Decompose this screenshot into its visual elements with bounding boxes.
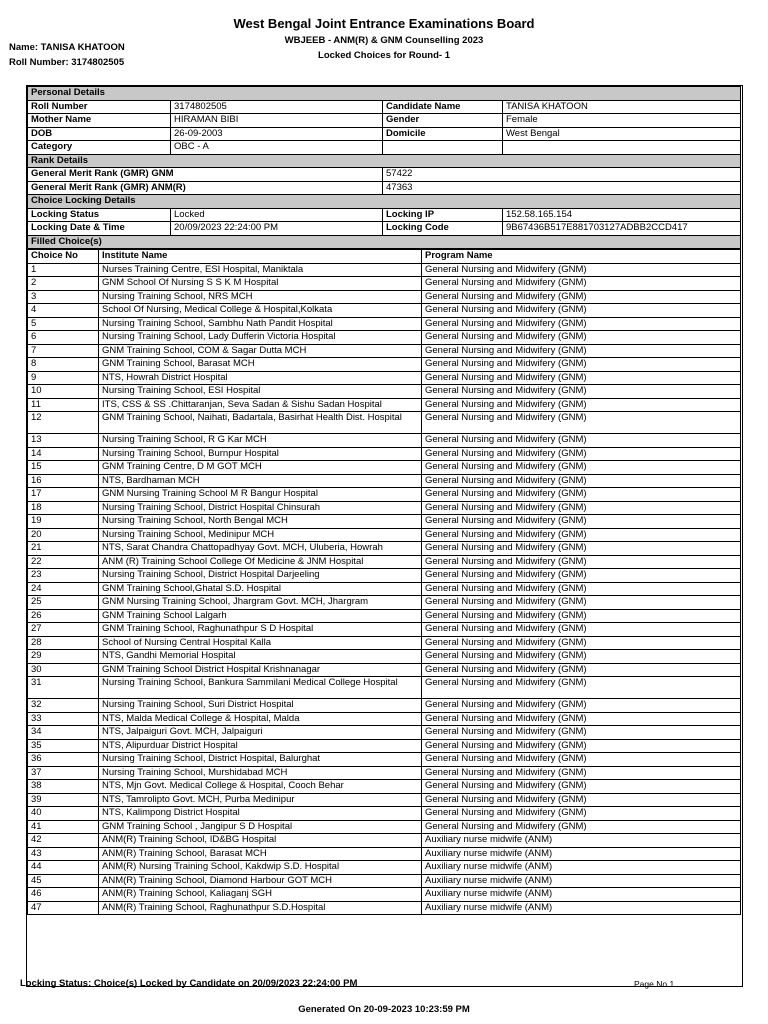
table-row [28, 677, 741, 699]
choice-no-cell: 21 [28, 542, 99, 556]
table-row [28, 623, 741, 637]
choices-body [28, 263, 741, 915]
institute-name-cell: Nursing Training School, Suri District Hospital [99, 699, 422, 713]
choice-no-cell: 27 [28, 623, 99, 637]
personal-row [28, 100, 741, 114]
choice-no-cell: 47 [28, 901, 99, 915]
domicile-label: Domicile [383, 127, 503, 141]
program-name-cell: General Nursing and Midwifery (GNM) [422, 447, 741, 461]
program-name-cell: General Nursing and Midwifery (GNM) [422, 542, 741, 556]
table-row [28, 515, 741, 529]
table-row [28, 753, 741, 767]
table-row [28, 555, 741, 569]
category-value: OBC - A [171, 141, 383, 155]
choice-no-cell: 32 [28, 699, 99, 713]
program-name-cell: Auxiliary nurse midwife (ANM) [422, 888, 741, 902]
rank-row [28, 181, 741, 195]
choice-no-cell: 18 [28, 501, 99, 515]
program-name-cell: General Nursing and Midwifery (GNM) [422, 623, 741, 637]
choice-no-cell: 11 [28, 398, 99, 412]
section-title: Personal Details [28, 87, 741, 101]
choice-no-cell: 12 [28, 412, 99, 434]
gmr-anm-label: General Merit Rank (GMR) ANM(R) [28, 181, 383, 195]
institute-name-cell: ANM(R) Training School, Diamond Harbour GOT MCH [99, 874, 422, 888]
table-row [28, 474, 741, 488]
program-name-cell: General Nursing and Midwifery (GNM) [422, 780, 741, 794]
program-name-cell: General Nursing and Midwifery (GNM) [422, 304, 741, 318]
program-name-cell: General Nursing and Midwifery (GNM) [422, 726, 741, 740]
program-name-cell: General Nursing and Midwifery (GNM) [422, 766, 741, 780]
gender-value: Female [503, 114, 741, 128]
locking-status-label [28, 208, 171, 222]
institute-name-cell: GNM Training School District Hospital Krishnanagar [99, 663, 422, 677]
program-name-cell: General Nursing and Midwifery (GNM) [422, 555, 741, 569]
institute-name-cell: GNM Training School, Barasat MCH [99, 358, 422, 372]
program-name-cell: General Nursing and Midwifery (GNM) [422, 501, 741, 515]
table-row [28, 317, 741, 331]
institute-name-cell: ANM(R) Training School, Raghunathpur S.D.Hospital [99, 901, 422, 915]
col-choice-no: Choice No [28, 250, 99, 264]
institute-name-cell: GNM Nursing Training School, Jhargram Govt. MCH, Jhargram [99, 596, 422, 610]
category-label: Category [28, 141, 171, 155]
col-program-name: Program Name [422, 250, 741, 264]
choice-no-cell: 14 [28, 447, 99, 461]
choice-no-cell: 29 [28, 650, 99, 664]
document-subtitle: WBJEEB - ANM(R) & GNM Counselling 2023 [284, 35, 484, 46]
empty-cell [383, 141, 503, 155]
institute-name-cell: Nursing Training School, District Hospital Darjeeling [99, 569, 422, 583]
table-row [28, 726, 741, 740]
table-row [28, 901, 741, 915]
choice-no-cell: 37 [28, 766, 99, 780]
table-row [28, 874, 741, 888]
gmr-anm-value: 47363 [383, 181, 741, 195]
program-name-cell: General Nursing and Midwifery (GNM) [422, 385, 741, 399]
table-row [28, 834, 741, 848]
institute-name-cell: School of Nursing Central Hospital Kalla [99, 636, 422, 650]
choice-no-cell: 6 [28, 331, 99, 345]
institute-name-cell: GNM Nursing Training School M R Bangur Hospital [99, 488, 422, 502]
choice-no-cell: 23 [28, 569, 99, 583]
table-row [28, 385, 741, 399]
program-name-cell: General Nursing and Midwifery (GNM) [422, 636, 741, 650]
program-name-cell: General Nursing and Midwifery (GNM) [422, 412, 741, 434]
choices-table [27, 249, 741, 915]
document-round-title: Locked Choices for Round- 1 [318, 50, 450, 61]
program-name-cell: General Nursing and Midwifery (GNM) [422, 699, 741, 713]
section-filled-choices [28, 235, 741, 249]
table-row [28, 820, 741, 834]
locking-ip-value: 152.58.165.154 [503, 208, 741, 222]
table-row [28, 888, 741, 902]
table-row [28, 766, 741, 780]
institute-name-cell: School Of Nursing, Medical College & Hospital,Kolkata [99, 304, 422, 318]
table-row [28, 663, 741, 677]
program-name-cell: General Nursing and Midwifery (GNM) [422, 515, 741, 529]
institute-name-cell: Nursing Training School, District Hospital, Balurghat [99, 753, 422, 767]
locking-date-label: Locking Date & Time [28, 222, 171, 236]
institute-name-cell: Nursing Training School, Medinipur MCH [99, 528, 422, 542]
table-row [28, 277, 741, 291]
program-name-cell: General Nursing and Midwifery (GNM) [422, 596, 741, 610]
table-row [28, 861, 741, 875]
locking-code-value: 9B67436B517E881703127ADBB2CCD417 [503, 222, 741, 236]
choices-header-row [28, 250, 741, 264]
locking-row [28, 222, 741, 236]
choice-no-cell: 30 [28, 663, 99, 677]
section-title: Choice Locking Details [28, 195, 741, 209]
institute-name-cell: GNM Training School, Naihati, Badartala, Basirhat Health Dist. Hospital [99, 412, 422, 434]
top-candidate-name: Name: TANISA KHATOON [9, 42, 125, 53]
institute-name-cell: Nurses Training Centre, ESI Hospital, Maniktala [99, 263, 422, 277]
choice-no-cell: 1 [28, 263, 99, 277]
table-row [28, 712, 741, 726]
institute-name-cell: ANM(R) Nursing Training School, Kakdwip S.D. Hospital [99, 861, 422, 875]
rank-row [28, 168, 741, 182]
candidate-name-value: TANISA KHATOON [503, 100, 741, 114]
candidate-name-label: Candidate Name [383, 100, 503, 114]
table-row [28, 528, 741, 542]
table-row [28, 412, 741, 434]
choice-no-cell: 44 [28, 861, 99, 875]
program-name-cell: Auxiliary nurse midwife (ANM) [422, 874, 741, 888]
table-row [28, 596, 741, 610]
institute-name-cell: Nursing Training School, Murshidabad MCH [99, 766, 422, 780]
roll-label: Roll Number [28, 100, 171, 114]
institute-name-cell: NTS, Gandhi Memorial Hospital [99, 650, 422, 664]
document-title: West Bengal Joint Entrance Examinations Board [233, 16, 535, 31]
locking-code-label: Locking Code [383, 222, 503, 236]
program-name-cell: General Nursing and Midwifery (GNM) [422, 344, 741, 358]
table-row [28, 358, 741, 372]
locking-date-value: 20/09/2023 22:24:00 PM [171, 222, 383, 236]
institute-name-cell: ANM(R) Training School, Barasat MCH [99, 847, 422, 861]
choice-no-cell: 9 [28, 371, 99, 385]
locking-ip-label: Locking IP [383, 208, 503, 222]
institute-name-cell: ANM(R) Training School, Kaliaganj SGH [99, 888, 422, 902]
program-name-cell: General Nursing and Midwifery (GNM) [422, 528, 741, 542]
program-name-cell: General Nursing and Midwifery (GNM) [422, 582, 741, 596]
table-row [28, 501, 741, 515]
table-row [28, 434, 741, 448]
program-name-cell: General Nursing and Midwifery (GNM) [422, 474, 741, 488]
personal-row [28, 127, 741, 141]
choice-no-cell: 33 [28, 712, 99, 726]
table-row [28, 582, 741, 596]
mother-name-value: HIRAMAN BIBI [171, 114, 383, 128]
locking-row [28, 208, 741, 222]
institute-name-cell: NTS, Tamrolipto Govt. MCH, Purba Medinipur [99, 793, 422, 807]
institute-name-cell: GNM Training School,Ghatal S.D. Hospital [99, 582, 422, 596]
institute-name-cell: NTS, Jalpaiguri Govt. MCH, Jalpaiguri [99, 726, 422, 740]
program-name-cell: General Nursing and Midwifery (GNM) [422, 820, 741, 834]
empty-cell [503, 141, 741, 155]
choice-no-cell: 31 [28, 677, 99, 699]
program-name-cell: General Nursing and Midwifery (GNM) [422, 712, 741, 726]
choice-no-cell: 8 [28, 358, 99, 372]
choice-no-cell: 40 [28, 807, 99, 821]
mother-name-label: Mother Name [28, 114, 171, 128]
choice-no-cell: 2 [28, 277, 99, 291]
choice-no-cell: 46 [28, 888, 99, 902]
table-row [28, 609, 741, 623]
institute-name-cell: ITS, CSS & SS .Chittaranjan, Seva Sadan & Sishu Sadan Hospital [99, 398, 422, 412]
footer-locking-status: Locking Status: Choice(s) Locked by Candidate on 20/09/2023 22:24:00 PM [20, 978, 358, 989]
choice-no-cell: 39 [28, 793, 99, 807]
institute-name-cell: ANM (R) Training School College Of Medicine & JNM Hospital [99, 555, 422, 569]
section-choice-locking [28, 195, 741, 209]
program-name-cell: General Nursing and Midwifery (GNM) [422, 277, 741, 291]
gmr-gnm-label: General Merit Rank (GMR) GNM [28, 168, 383, 182]
institute-name-cell: Nursing Training School, Lady Dufferin Victoria Hospital [99, 331, 422, 345]
program-name-cell: Auxiliary nurse midwife (ANM) [422, 834, 741, 848]
program-name-cell: General Nursing and Midwifery (GNM) [422, 488, 741, 502]
program-name-cell: Auxiliary nurse midwife (ANM) [422, 861, 741, 875]
program-name-cell: General Nursing and Midwifery (GNM) [422, 263, 741, 277]
choice-no-cell: 20 [28, 528, 99, 542]
table-row [28, 344, 741, 358]
choice-no-cell: 43 [28, 847, 99, 861]
choice-no-cell: 17 [28, 488, 99, 502]
institute-name-cell: Nursing Training School, Bankura Sammilani Medical College Hospital [99, 677, 422, 699]
institute-name-cell: Nursing Training School, ESI Hospital [99, 385, 422, 399]
institute-name-cell: GNM Training Centre, D M GOT MCH [99, 461, 422, 475]
domicile-value: West Bengal [503, 127, 741, 141]
section-title: Rank Details [28, 154, 741, 168]
institute-name-cell: NTS, Malda Medical College & Hospital, Malda [99, 712, 422, 726]
program-name-cell: General Nursing and Midwifery (GNM) [422, 434, 741, 448]
choice-no-cell: 5 [28, 317, 99, 331]
program-name-cell: General Nursing and Midwifery (GNM) [422, 371, 741, 385]
table-row [28, 807, 741, 821]
choice-no-cell: 19 [28, 515, 99, 529]
footer-page-number: Page No.1 [634, 979, 675, 989]
institute-name-cell: Nursing Training School, NRS MCH [99, 290, 422, 304]
col-institute-name: Institute Name [99, 250, 422, 264]
table-row [28, 780, 741, 794]
choice-no-cell: 3 [28, 290, 99, 304]
locking-status-value: Locked [171, 208, 383, 222]
program-name-cell: General Nursing and Midwifery (GNM) [422, 569, 741, 583]
institute-name-cell: GNM Training School, COM & Sagar Dutta MCH [99, 344, 422, 358]
program-name-cell: General Nursing and Midwifery (GNM) [422, 677, 741, 699]
table-row [28, 461, 741, 475]
dob-value: 26-09-2003 [171, 127, 383, 141]
generated-on: Generated On 20-09-2023 10:23:59 PM [298, 1004, 470, 1015]
table-row [28, 488, 741, 502]
choice-no-cell: 36 [28, 753, 99, 767]
details-frame [26, 85, 743, 987]
program-name-cell: General Nursing and Midwifery (GNM) [422, 807, 741, 821]
institute-name-cell: Nursing Training School, Burnpur Hospital [99, 447, 422, 461]
table-row [28, 739, 741, 753]
institute-name-cell: Nursing Training School, District Hospital Chinsurah [99, 501, 422, 515]
personal-row [28, 114, 741, 128]
table-row [28, 847, 741, 861]
institute-name-cell: NTS, Bardhaman MCH [99, 474, 422, 488]
gender-label: Gender [383, 114, 503, 128]
program-name-cell: General Nursing and Midwifery (GNM) [422, 398, 741, 412]
section-personal-details [28, 87, 741, 101]
personal-row [28, 141, 741, 155]
institute-name-cell: GNM School Of Nursing S S K M Hospital [99, 277, 422, 291]
table-row [28, 447, 741, 461]
table-row [28, 636, 741, 650]
program-name-cell: General Nursing and Midwifery (GNM) [422, 739, 741, 753]
institute-name-cell: Nursing Training School, North Bengal MCH [99, 515, 422, 529]
locking-status-label-text: Locking Status [31, 208, 100, 220]
program-name-cell: General Nursing and Midwifery (GNM) [422, 358, 741, 372]
table-row [28, 331, 741, 345]
gmr-gnm-value: 57422 [383, 168, 741, 182]
choice-no-cell: 45 [28, 874, 99, 888]
program-name-cell: Auxiliary nurse midwife (ANM) [422, 847, 741, 861]
institute-name-cell: ANM(R) Training School, ID&BG Hospital [99, 834, 422, 848]
table-row [28, 304, 741, 318]
table-row [28, 371, 741, 385]
section-rank-details [28, 154, 741, 168]
program-name-cell: Auxiliary nurse midwife (ANM) [422, 901, 741, 915]
table-row [28, 569, 741, 583]
choice-no-cell: 7 [28, 344, 99, 358]
program-name-cell: General Nursing and Midwifery (GNM) [422, 793, 741, 807]
choice-no-cell: 4 [28, 304, 99, 318]
choice-no-cell: 25 [28, 596, 99, 610]
top-roll-number: Roll Number: 3174802505 [9, 57, 125, 68]
choice-no-cell: 16 [28, 474, 99, 488]
details-table [27, 86, 741, 249]
program-name-cell: General Nursing and Midwifery (GNM) [422, 609, 741, 623]
choice-no-cell: 34 [28, 726, 99, 740]
program-name-cell: General Nursing and Midwifery (GNM) [422, 290, 741, 304]
choice-no-cell: 22 [28, 555, 99, 569]
program-name-cell: General Nursing and Midwifery (GNM) [422, 317, 741, 331]
choice-no-cell: 35 [28, 739, 99, 753]
table-row [28, 263, 741, 277]
choice-no-cell: 28 [28, 636, 99, 650]
choice-no-cell: 24 [28, 582, 99, 596]
institute-name-cell: GNM Training School, Raghunathpur S D Hospital [99, 623, 422, 637]
choice-no-cell: 38 [28, 780, 99, 794]
institute-name-cell: NTS, Howrah District Hospital [99, 371, 422, 385]
choice-no-cell: 10 [28, 385, 99, 399]
choice-no-cell: 15 [28, 461, 99, 475]
institute-name-cell: NTS, Mjn Govt. Medical College & Hospital, Cooch Behar [99, 780, 422, 794]
institute-name-cell: GNM Training School , Jangipur S D Hospital [99, 820, 422, 834]
table-row [28, 290, 741, 304]
choice-no-cell: 42 [28, 834, 99, 848]
institute-name-cell: NTS, Sarat Chandra Chattopadhyay Govt. MCH, Uluberia, Howrah [99, 542, 422, 556]
section-title: Filled Choice(s) [28, 235, 741, 249]
program-name-cell: General Nursing and Midwifery (GNM) [422, 331, 741, 345]
roll-value: 3174802505 [171, 100, 383, 114]
program-name-cell: General Nursing and Midwifery (GNM) [422, 650, 741, 664]
choice-no-cell: 41 [28, 820, 99, 834]
choice-no-cell: 13 [28, 434, 99, 448]
institute-name-cell: GNM Training School Lalgarh [99, 609, 422, 623]
institute-name-cell: NTS, Alipurduar District Hospital [99, 739, 422, 753]
table-row [28, 398, 741, 412]
table-row [28, 793, 741, 807]
institute-name-cell: NTS, Kalimpong District Hospital [99, 807, 422, 821]
institute-name-cell: Nursing Training School, R G Kar MCH [99, 434, 422, 448]
choice-no-cell: 26 [28, 609, 99, 623]
program-name-cell: General Nursing and Midwifery (GNM) [422, 663, 741, 677]
table-row [28, 542, 741, 556]
institute-name-cell: Nursing Training School, Sambhu Nath Pandit Hospital [99, 317, 422, 331]
program-name-cell: General Nursing and Midwifery (GNM) [422, 461, 741, 475]
table-row [28, 650, 741, 664]
table-row [28, 699, 741, 713]
dob-label: DOB [28, 127, 171, 141]
program-name-cell: General Nursing and Midwifery (GNM) [422, 753, 741, 767]
